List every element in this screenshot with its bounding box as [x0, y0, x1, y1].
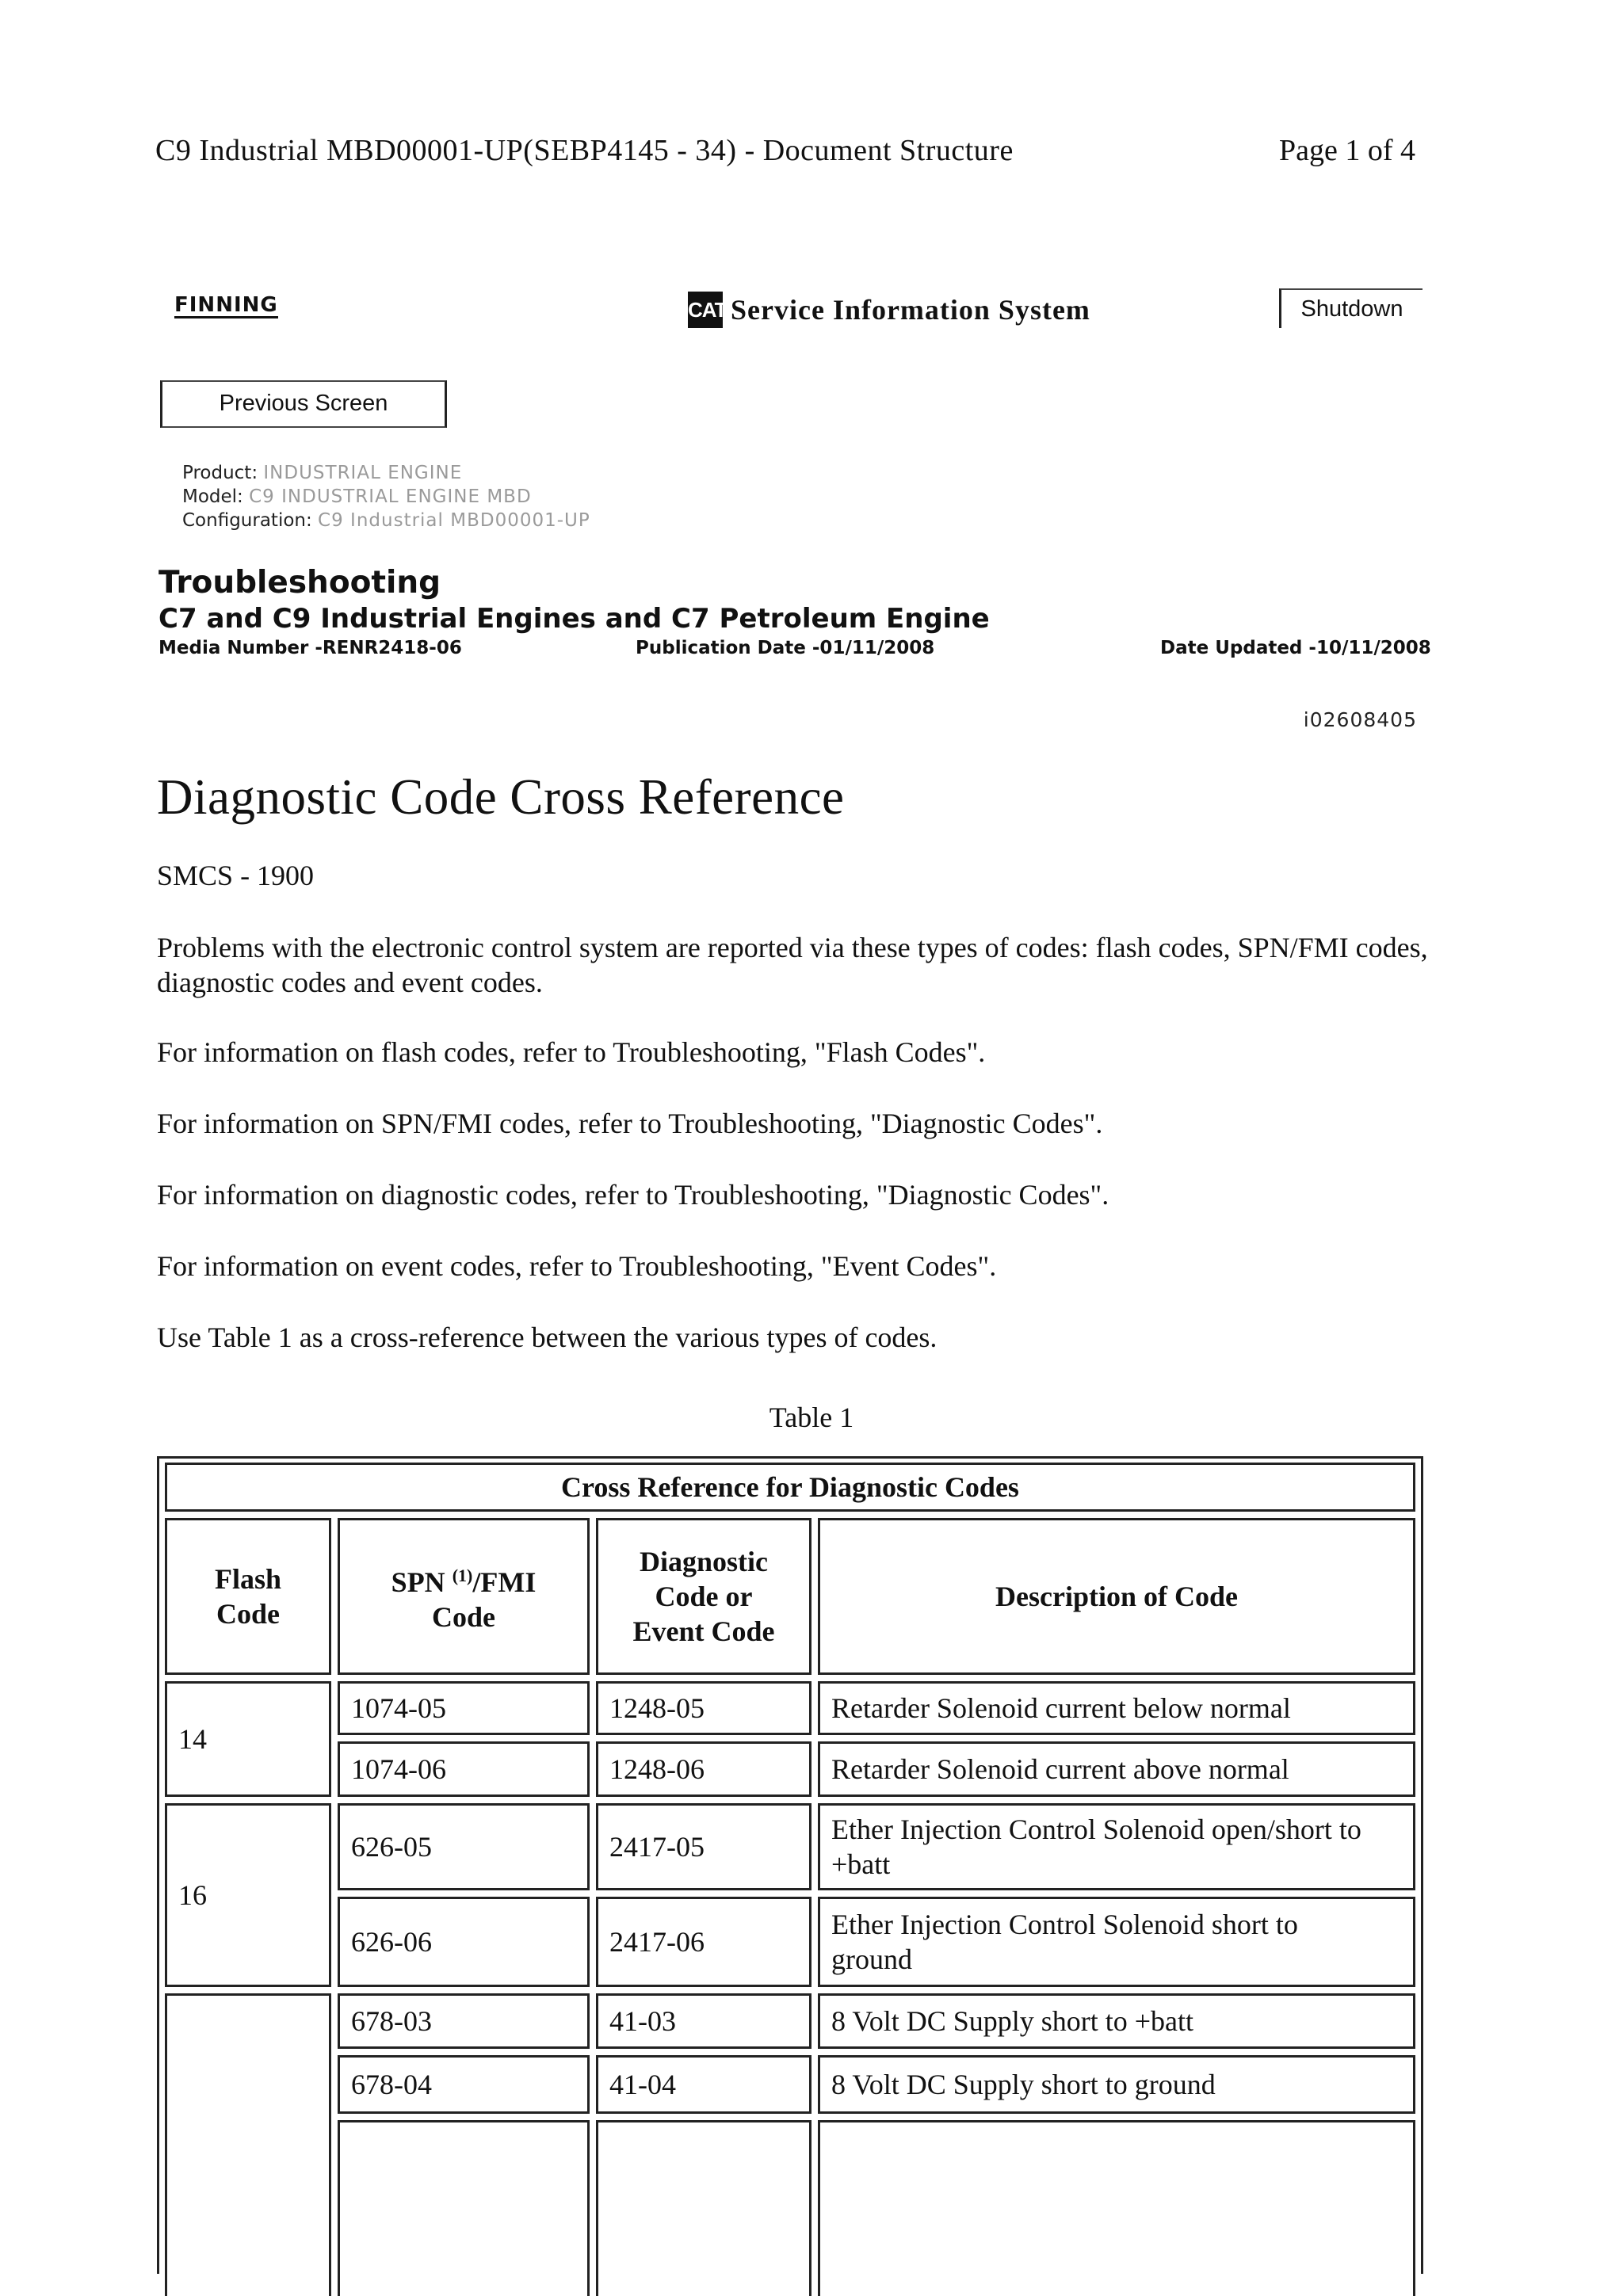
media-number: Media Number -RENR2418-06: [158, 638, 462, 658]
spn-fmi-cell: 1074-05: [338, 1681, 590, 1735]
publication-date: Publication Date -01/11/2008: [636, 638, 935, 658]
header-spn-fmi-text: [369, 1558, 559, 1634]
table-frame-right: [1421, 1456, 1423, 2274]
table-caption: Table 1: [769, 1402, 854, 1433]
spn-fmi-cell: 626-05: [338, 1803, 590, 1890]
spn-fmi-cell: 626-06: [338, 1897, 590, 1987]
description-cell: [818, 2120, 1415, 2296]
publication-title: C7 and C9 Industrial Engines and C7 Petroleum Engine: [158, 603, 990, 635]
table-frame-top: [157, 1456, 1423, 1459]
date-updated: Date Updated -10/11/2008: [1160, 638, 1431, 658]
configuration-row: [182, 510, 590, 531]
flash-code-cell: [165, 1993, 331, 2296]
previous-screen-button[interactable]: Previous Screen: [160, 380, 447, 428]
description-cell: 8 Volt DC Supply short to ground: [818, 2055, 1415, 2114]
header-fmi-suffix: /FMI Code: [432, 1566, 537, 1633]
spn-fmi-cell: [338, 2120, 590, 2296]
header-spn-prefix: SPN: [391, 1566, 453, 1598]
flash-code-cell: 16: [165, 1803, 331, 1987]
document-header-title: C9 Industrial MBD00001-UP(SEBP4145 - 34) - Document Structure: [155, 134, 1014, 167]
diagnostic-code-cell: 1248-05: [596, 1681, 812, 1735]
paragraph-flash-codes: For information on flash codes, refer to Troubleshooting, "Flash Codes".: [157, 1036, 986, 1068]
header-description: Description of Code: [818, 1518, 1415, 1675]
configuration-label: Configuration:: [182, 510, 312, 531]
spn-fmi-cell: 678-04: [338, 2055, 590, 2114]
diagnostic-code-cell: 2417-06: [596, 1897, 812, 1987]
header-diagnostic-code: [596, 1518, 812, 1675]
cat-logo-icon: CAT: [688, 292, 723, 328]
sis-title: Service Information System: [731, 294, 1090, 326]
page-number: Page 1 of 4: [1278, 134, 1415, 167]
spn-fmi-cell: 1074-06: [338, 1741, 590, 1797]
description-cell: Retarder Solenoid current below normal: [818, 1681, 1415, 1735]
model-row: [182, 486, 532, 507]
spn-fmi-cell: 678-03: [338, 1993, 590, 2049]
diagnostic-code-cell: 41-03: [596, 1993, 812, 2049]
smcs-code: SMCS - 1900: [157, 860, 315, 891]
product-row: [182, 463, 462, 483]
header-flash-code: [165, 1518, 331, 1675]
diagnostic-code-cell: 2417-05: [596, 1803, 812, 1890]
model-value: C9 INDUSTRIAL ENGINE MBD: [249, 486, 532, 507]
table-frame-left: [157, 1456, 159, 2274]
model-label: Model:: [182, 486, 243, 507]
footnote-marker: (1): [452, 1566, 473, 1585]
document-id: i02608405: [1303, 708, 1417, 731]
paragraph-event-codes: For information on event codes, refer to Troubleshooting, "Event Codes".: [157, 1250, 997, 1282]
diagnostic-code-cell: [596, 2120, 812, 2296]
product-label: Product:: [182, 463, 258, 483]
description-cell: Retarder Solenoid current above normal: [818, 1741, 1415, 1797]
paragraph-diagnostic-codes: For information on diagnostic codes, refer to Troubleshooting, "Diagnostic Codes".: [157, 1179, 1109, 1211]
header-flash-code-text: Flash Code: [214, 1563, 282, 1630]
shutdown-button[interactable]: Shutdown: [1279, 288, 1423, 328]
header-spn-fmi: [338, 1518, 590, 1675]
flash-code-cell: 14: [165, 1681, 331, 1797]
page-title: Diagnostic Code Cross Reference: [157, 769, 845, 825]
description-cell: Ether Injection Control Solenoid short to ground: [818, 1897, 1415, 1987]
table-title: Cross Reference for Diagnostic Codes: [165, 1463, 1415, 1512]
configuration-value: C9 Industrial MBD00001-UP: [318, 510, 590, 531]
description-cell: 8 Volt DC Supply short to +batt: [818, 1993, 1415, 2049]
diagnostic-code-cell: 1248-06: [596, 1741, 812, 1797]
product-value: INDUSTRIAL ENGINE: [263, 463, 463, 483]
paragraph-intro: Problems with the electronic control system are reported via these types of codes: flash codes, SPN/FMI codes, diagnostic codes and event codes.: [157, 932, 1428, 998]
header-diagnostic-code-text: Diagnostic Code or Event Code: [632, 1546, 775, 1647]
finning-logo: FINNING: [174, 293, 278, 317]
section-heading: Troubleshooting: [158, 565, 441, 601]
diagnostic-code-cell: 41-04: [596, 2055, 812, 2114]
paragraph-table-reference: Use Table 1 as a cross-reference between the various types of codes.: [157, 1322, 938, 1353]
paragraph-spn-fmi: For information on SPN/FMI codes, refer to Troubleshooting, "Diagnostic Codes".: [157, 1108, 1103, 1139]
description-cell: Ether Injection Control Solenoid open/short to +batt: [818, 1803, 1415, 1890]
